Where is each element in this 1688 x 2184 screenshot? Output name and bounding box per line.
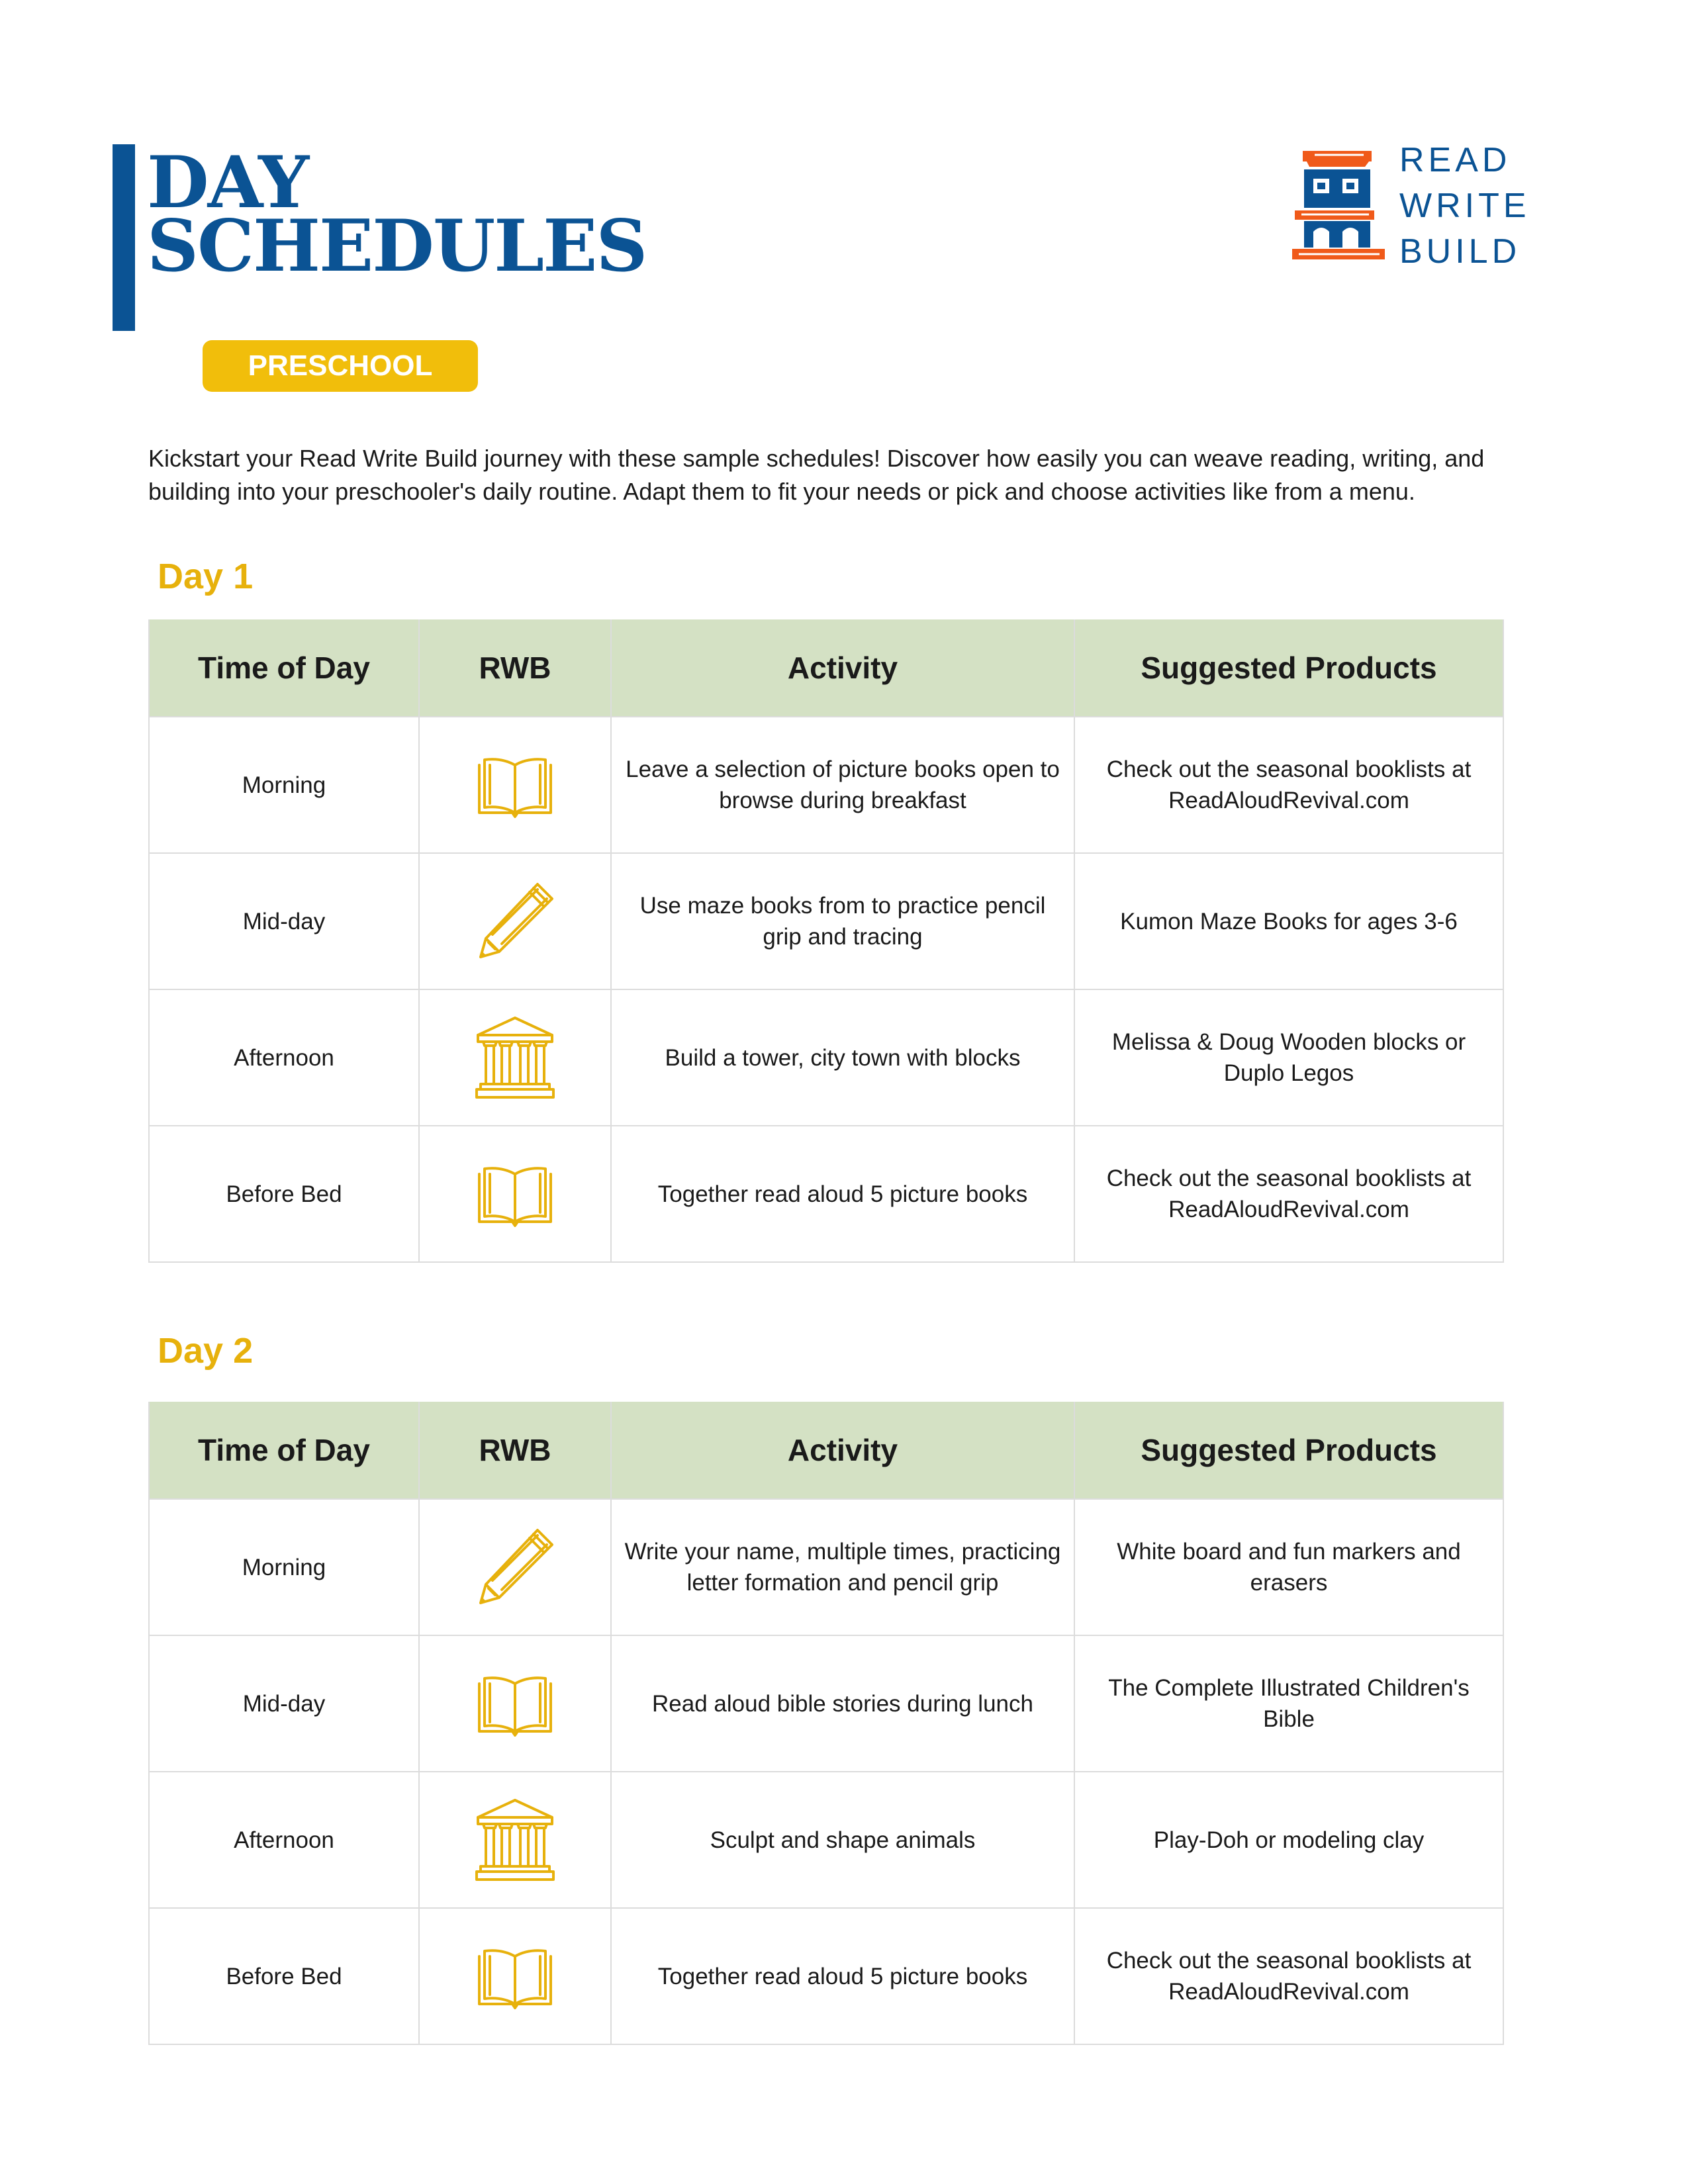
- column-header-time: Time of Day: [149, 619, 419, 717]
- book-icon: [469, 1657, 561, 1750]
- rwb-cell: [419, 1499, 611, 1635]
- products-cell: The Complete Illustrated Children's Bible: [1074, 1635, 1503, 1772]
- book-icon: [469, 1148, 561, 1240]
- building-icon: [469, 1794, 561, 1886]
- house-of-books-icon: [1291, 147, 1390, 263]
- products-cell: Check out the seasonal booklists at ReadAloudRevival.com: [1074, 1126, 1503, 1262]
- day-2-heading: Day 2: [158, 1331, 254, 1371]
- table-row: [149, 1908, 1503, 2044]
- brand-word-read: READ: [1399, 141, 1511, 179]
- grade-level-badge: PRESCHOOL: [203, 340, 478, 392]
- column-header-rwb: RWB: [419, 619, 611, 717]
- book-icon: [469, 1930, 561, 2023]
- intro-paragraph: Kickstart your Read Write Build journey with these sample schedules! Discover how easily you can weave reading, writing, and building into your preschooler's daily routine. Adapt them to fit your needs or pick and choose activities like from a menu.: [148, 445, 1485, 505]
- activity-cell: Build a tower, city town with blocks: [611, 989, 1074, 1126]
- time-of-day-cell: Before Bed: [149, 1126, 419, 1262]
- column-header-activity: Activity: [611, 619, 1074, 717]
- book-icon: [469, 739, 561, 831]
- day-2-schedule-table: [148, 1402, 1504, 2045]
- activity-cell: Together read aloud 5 picture books: [611, 1908, 1074, 2044]
- pencil-icon: [469, 875, 561, 968]
- table-header-row: [149, 1402, 1503, 1499]
- time-of-day-cell: Morning: [149, 1499, 419, 1635]
- activity-cell: Leave a selection of picture books open to browse during breakfast: [611, 717, 1074, 853]
- column-header-products: Suggested Products: [1074, 1402, 1503, 1499]
- table-row: [149, 989, 1503, 1126]
- time-of-day-cell: Morning: [149, 717, 419, 853]
- rwb-cell: [419, 1908, 611, 2044]
- column-header-time: Time of Day: [149, 1402, 419, 1499]
- activity-cell: Sculpt and shape animals: [611, 1772, 1074, 1908]
- column-header-rwb: RWB: [419, 1402, 611, 1499]
- table-header-row: [149, 619, 1503, 717]
- products-cell: Play-Doh or modeling clay: [1074, 1772, 1503, 1908]
- time-of-day-cell: Mid-day: [149, 853, 419, 989]
- page-title: [147, 141, 647, 288]
- building-icon: [469, 1011, 561, 1104]
- time-of-day-cell: Before Bed: [149, 1908, 419, 2044]
- brand-wordmark: [1399, 138, 1530, 275]
- table-row: [149, 1126, 1503, 1262]
- rwb-cell: [419, 1126, 611, 1262]
- table-row: [149, 717, 1503, 853]
- products-cell: Kumon Maze Books for ages 3-6: [1074, 853, 1503, 989]
- activity-cell: Use maze books from to practice pencil grip and tracing: [611, 853, 1074, 989]
- time-of-day-cell: Mid-day: [149, 1635, 419, 1772]
- time-of-day-cell: Afternoon: [149, 1772, 419, 1908]
- brand-word-write: WRITE: [1399, 187, 1530, 225]
- column-header-products: Suggested Products: [1074, 619, 1503, 717]
- rwb-cell: [419, 1635, 611, 1772]
- page-title-line-2: SCHEDULES: [147, 205, 647, 288]
- page-title-line-1: DAY: [147, 141, 308, 224]
- table-row: [149, 1635, 1503, 1772]
- activity-cell: Read aloud bible stories during lunch: [611, 1635, 1074, 1772]
- activity-cell: Together read aloud 5 picture books: [611, 1126, 1074, 1262]
- products-cell: Melissa & Doug Wooden blocks or Duplo Legos: [1074, 989, 1503, 1126]
- products-cell: Check out the seasonal booklists at ReadAloudRevival.com: [1074, 1908, 1503, 2044]
- table-row: [149, 1499, 1503, 1635]
- brand-word-build: BUILD: [1399, 232, 1521, 271]
- column-header-activity: Activity: [611, 1402, 1074, 1499]
- rwb-cell: [419, 717, 611, 853]
- table-row: [149, 853, 1503, 989]
- day-1-schedule-table: [148, 619, 1504, 1263]
- time-of-day-cell: Afternoon: [149, 989, 419, 1126]
- rwb-cell: [419, 1772, 611, 1908]
- products-cell: Check out the seasonal booklists at ReadAloudRevival.com: [1074, 717, 1503, 853]
- table-row: [149, 1772, 1503, 1908]
- rwb-cell: [419, 989, 611, 1126]
- rwb-cell: [419, 853, 611, 989]
- activity-cell: Write your name, multiple times, practicing letter formation and pencil grip: [611, 1499, 1074, 1635]
- brand-logo: [1291, 138, 1530, 271]
- products-cell: White board and fun markers and erasers: [1074, 1499, 1503, 1635]
- day-1-heading: Day 1: [158, 557, 254, 596]
- pencil-icon: [469, 1521, 561, 1614]
- title-accent-bar: [113, 144, 135, 331]
